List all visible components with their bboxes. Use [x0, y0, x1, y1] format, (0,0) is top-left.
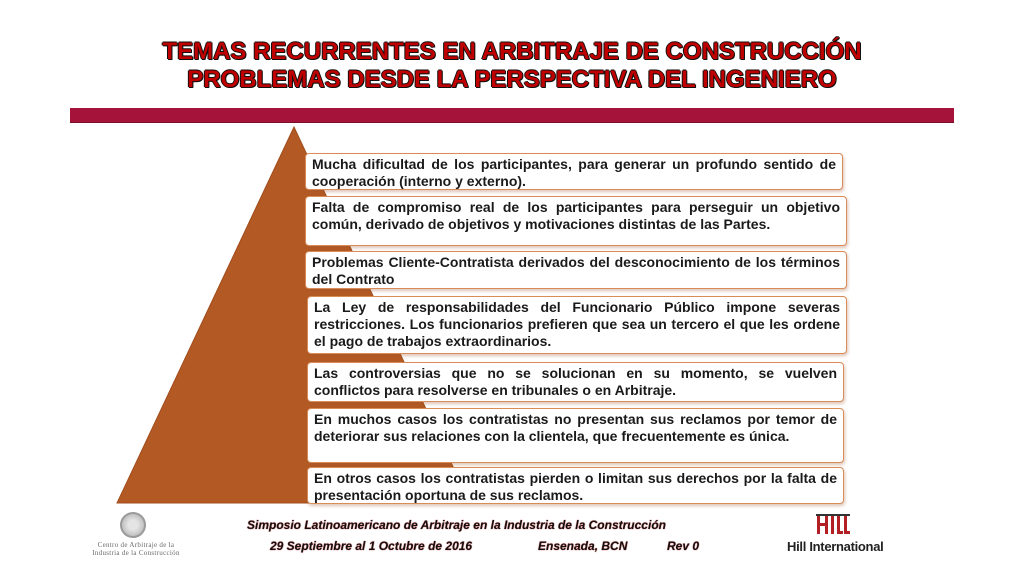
- pyramid-item-6: En muchos casos los contratistas no presentan sus reclamos por temor de deteriorar sus relaciones con la clientela, que frecuentemente es única.: [307, 408, 844, 463]
- arbitration-seal-icon: [120, 512, 146, 538]
- pyramid-item-5: Las controversias que no se solucionan en su momento, se vuelven conflictos para resolverse en tribunales o en Arbitraje.: [307, 362, 844, 402]
- arbitration-center-name: Centro de Arbitraje de la Industria de la Construcción: [92, 541, 180, 557]
- slide-title-line1: TEMAS RECURRENTES EN ARBITRAJE DE CONSTRUCCIÓN: [162, 38, 862, 65]
- pyramid-item-3: Problemas Cliente-Contratista derivados del desconocimiento de los términos del Contrato: [305, 251, 847, 289]
- pyramid-item-7: En otros casos los contratistas pierden o limitan sus derechos por la falta de presentación oportuna de sus reclamos.: [307, 467, 844, 504]
- slide-title-line2: PROBLEMAS DESDE LA PERSPECTIVA DEL INGENIERO: [187, 66, 837, 93]
- pyramid-item-1: Mucha dificultad de los participantes, para generar un profundo sentido de cooperación (interno y externo).: [305, 153, 843, 190]
- footer-location: Ensenada, BCN: [538, 539, 628, 553]
- footer-event: Simposio Latinoamericano de Arbitraje en la Industria de la Construcción: [247, 518, 666, 532]
- footer-revision: Rev 0: [667, 539, 700, 553]
- hill-international-name: Hill International: [787, 539, 884, 554]
- pyramid-item-2: Falta de compromiso real de los participantes para perseguir un objetivo común, derivado de objetivos y motivaciones distintas de las Partes.: [305, 196, 847, 246]
- arbitration-center-logo: [90, 512, 182, 560]
- hill-mark-icon: [816, 514, 850, 536]
- footer-dates: 29 Septiembre al 1 Octubre de 2016: [270, 539, 473, 553]
- hill-international-logo: [787, 514, 887, 558]
- pyramid-item-4: La Ley de responsabilidades del Funcionario Público impone severas restricciones. Los funcionarios prefieren que sea un tercero el que les ordene el pago de trabajos extraordinarios.: [307, 296, 847, 354]
